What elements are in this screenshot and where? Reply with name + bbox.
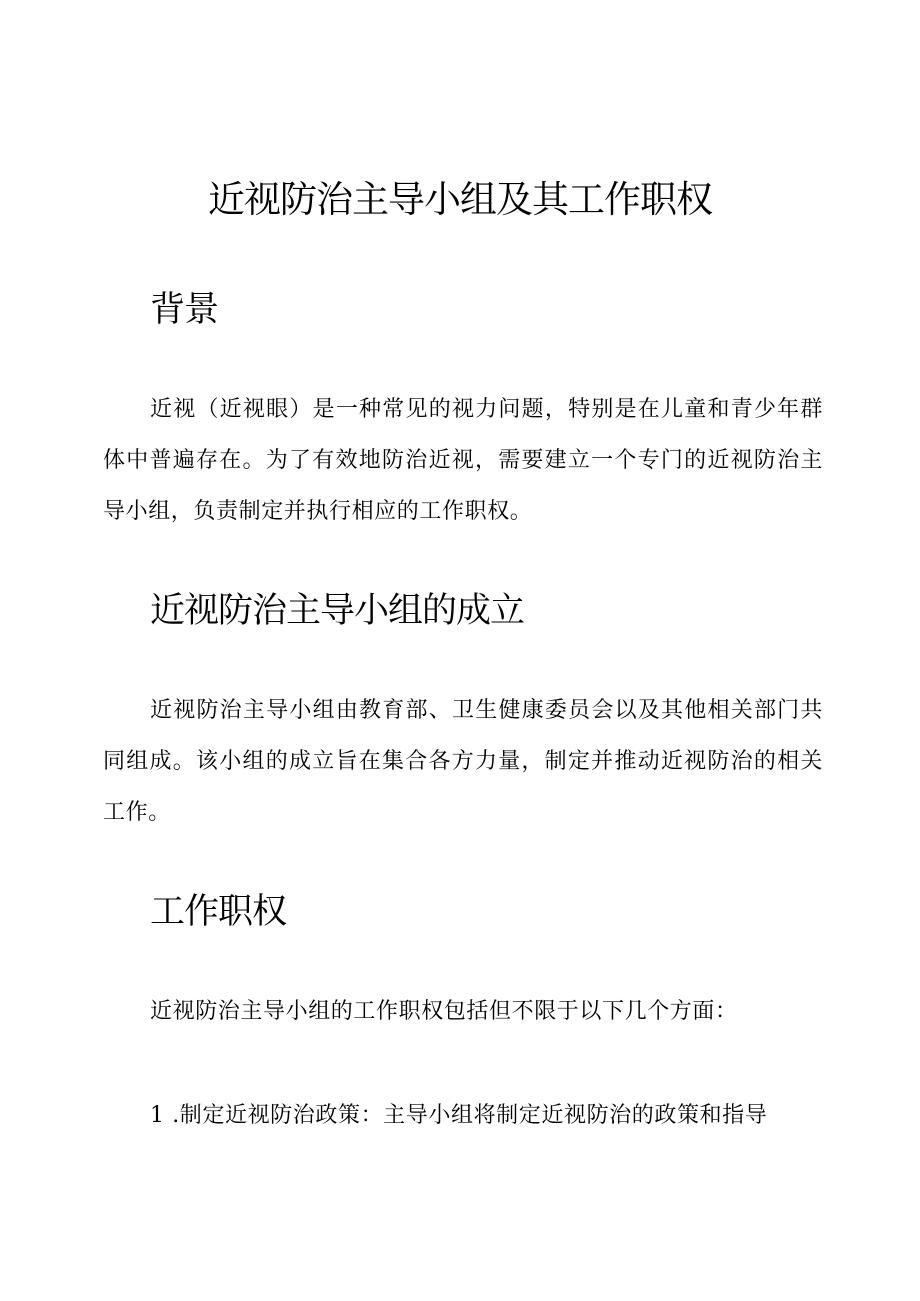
- section-paragraph-establishment: 近视防治主导小组由教育部、卫生健康委员会以及其他相关部门共同组成。该小组的成立旨在集合各方力量，制定并推动近视防治的相关工作。: [103, 698, 823, 825]
- section-heading-background: 背景: [150, 290, 219, 330]
- section-paragraph-duties: 近视防治主导小组的工作职权包括但不限于以下几个方面：: [150, 999, 738, 1024]
- section-paragraph-background: 近视（近视眼）是一种常见的视力问题，特别是在儿童和青少年群体中普遍存在。为了有效地防治近视，需要建立一个专门的近视防治主导小组，负责制定并执行相应的工作职权。: [103, 397, 823, 524]
- section-heading-duties: 工作职权: [150, 892, 287, 932]
- list-item: 1 .制定近视防治政策：主导小组将制定近视防治的政策和指导: [150, 1103, 768, 1128]
- document-title: 近视防治主导小组及其工作职权: [208, 178, 712, 221]
- section-heading-establishment: 近视防治主导小组的成立: [150, 591, 525, 631]
